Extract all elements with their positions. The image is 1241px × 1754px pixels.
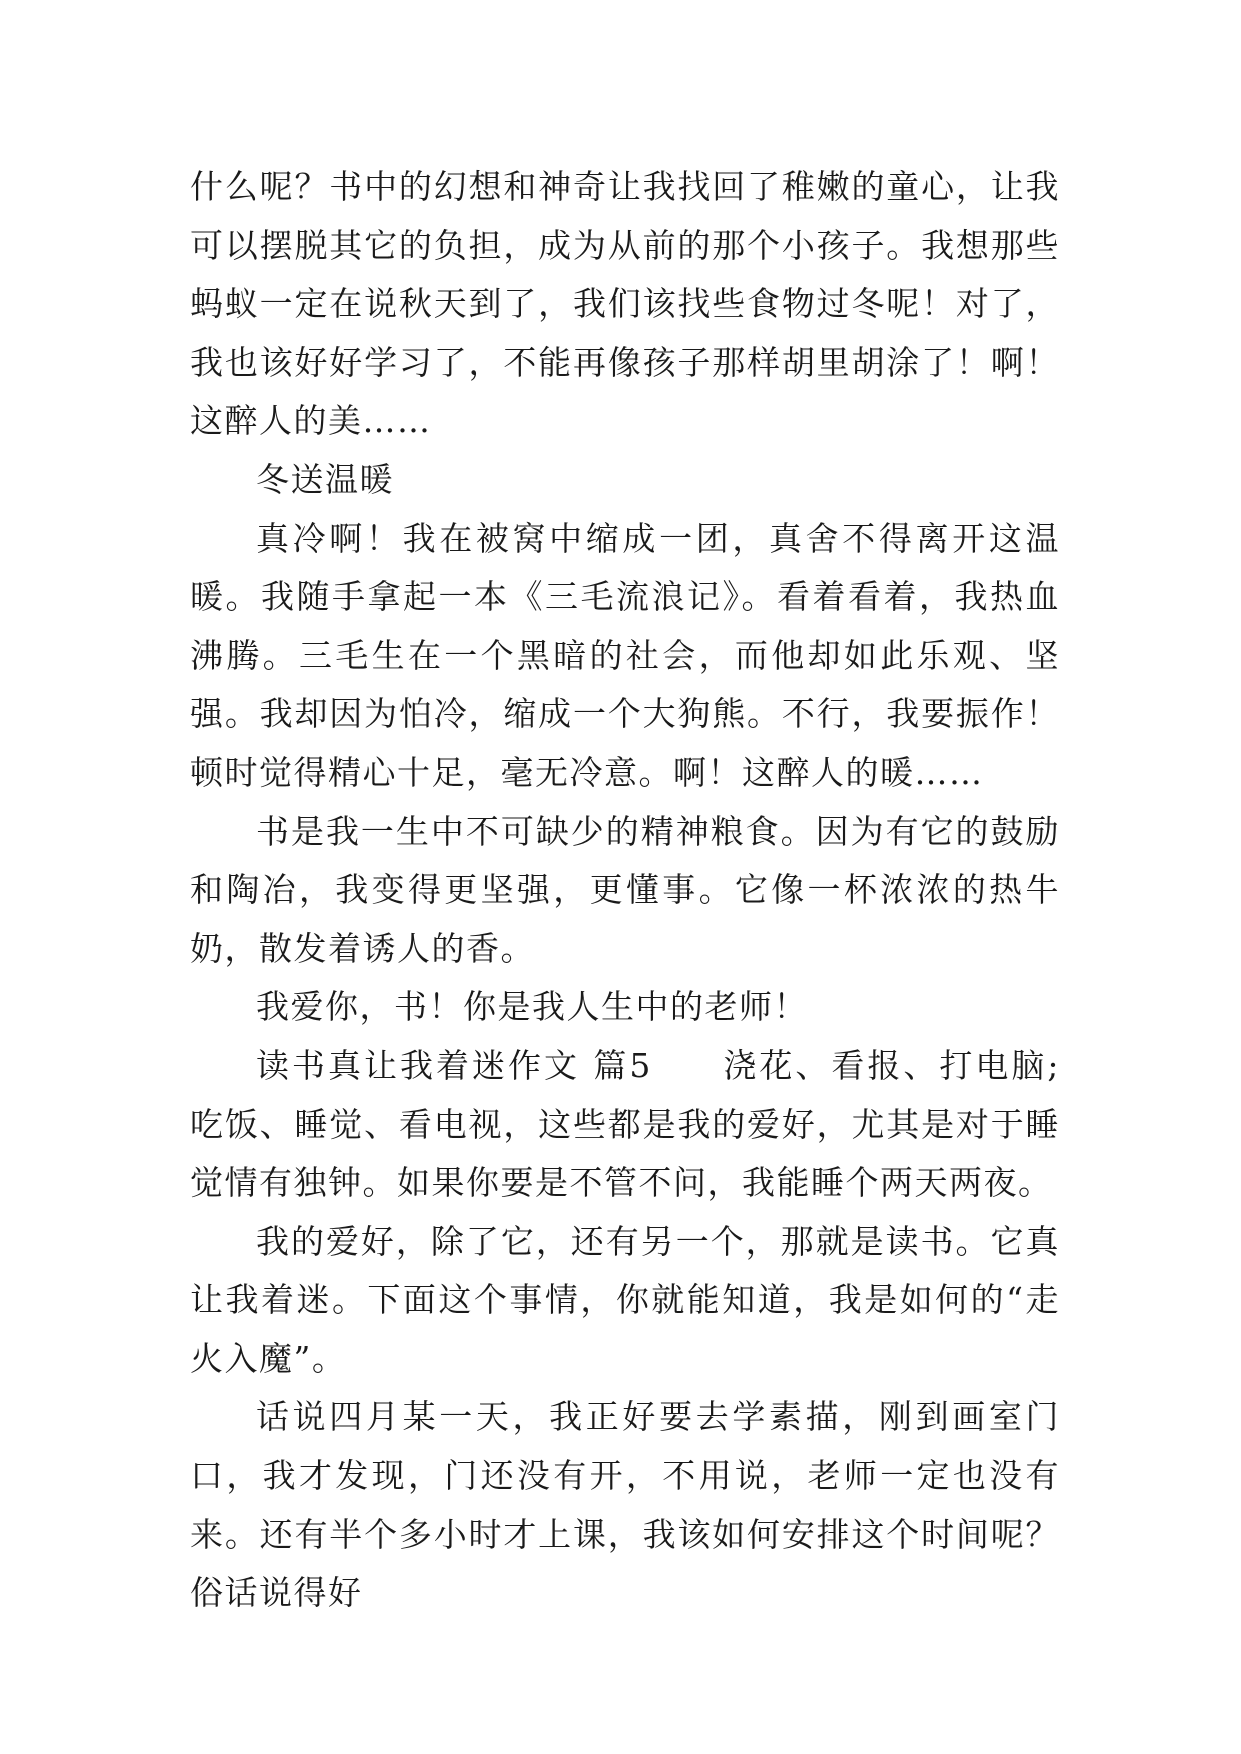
- section-title: 冬送温暖: [256, 459, 394, 499]
- paragraph: 书是我一生中不可缺少的精神粮食。因为有它的鼓励和陶冶，我变得更坚强，更懂事。它像一杯浓浓的热牛奶，散发着诱人的香。: [190, 811, 1060, 968]
- paragraph: 什么呢？书中的幻想和神奇让我找回了稚嫩的童心，让我可以摆脱其它的负担，成为从前的那个小孩子。我想那些蚂蚁一定在说秋天到了，我们该找些食物过冬呢！对了，我也该好好学习了，不能再像孩子那样胡里胡涂了！啊！这醉人的美……: [190, 167, 1060, 441]
- paragraph: 我的爱好，除了它，还有另一个，那就是读书。它真让我着迷。下面这个事情，你就能知道，我是如何的“走火入魔”。: [190, 1221, 1060, 1378]
- paragraph: 话说四月某一天，我正好要去学素描，刚到画室门口，我才发现，门还没有开，不用说，老师一定也没有来。还有半个多小时才上课，我该如何安排这个时间呢？俗话说得好: [190, 1397, 1060, 1613]
- article-heading: 读书真让我着迷作文 篇5: [256, 1045, 652, 1085]
- paragraph: 真冷啊！我在被窝中缩成一团，真舍不得离开这温暖。我随手拿起一本《三毛流浪记》。看着看着，我热血沸腾。三毛生在一个黑暗的社会，而他却如此乐观、坚强。我却因为怕冷，缩成一个大狗熊。不行，我要振作！顿时觉得精心十足，毫无冷意。啊！这醉人的暖……: [190, 518, 1060, 792]
- document-body: [190, 158, 1060, 1623]
- paragraph-text: 浇花、看报、打电脑;吃饭、睡觉、看电视，这些都是我的爱好，尤其是对于睡觉情有独钟。如果你要是不管不问，我能睡个两天两夜。: [190, 1045, 1060, 1203]
- paragraph: 我爱你，书！你是我人生中的老师！: [256, 987, 808, 1027]
- paragraph-with-heading: [190, 1037, 1060, 1213]
